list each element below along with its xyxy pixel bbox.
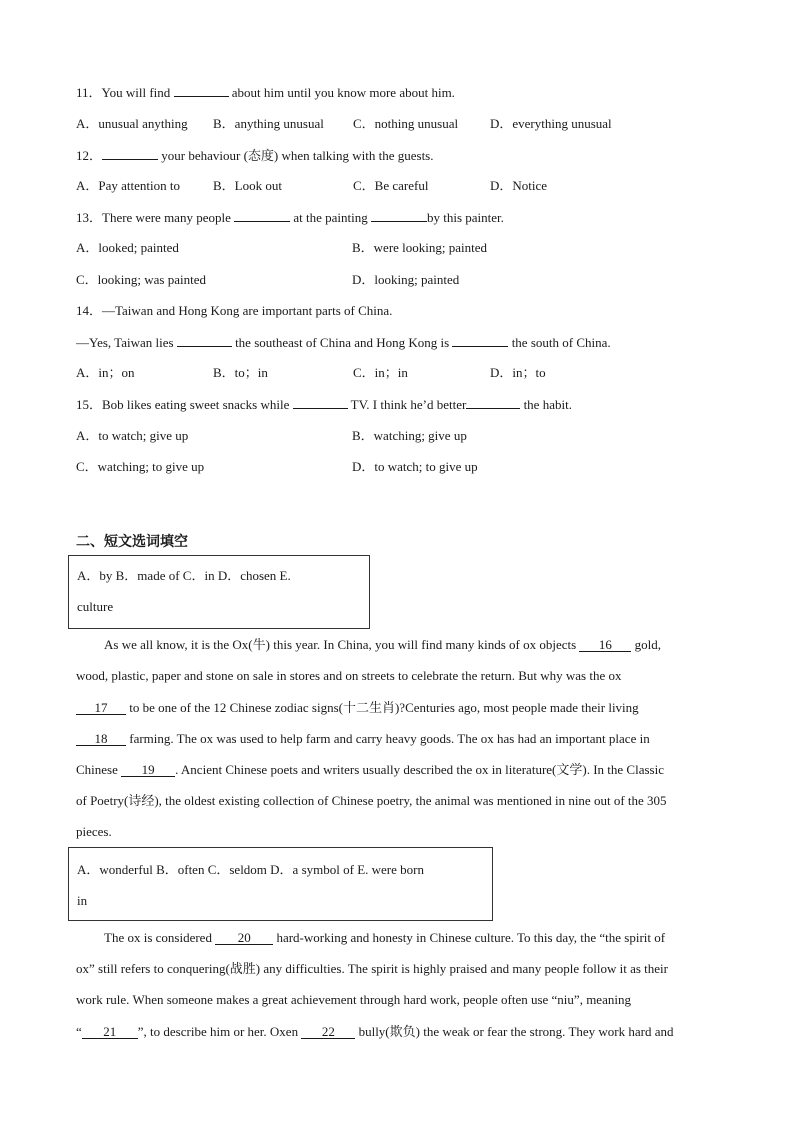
q14-stem-text-b: the southeast of China and Hong Kong is: [231, 335, 453, 350]
q15-stem-text-b: TV. I think he’d better: [347, 397, 467, 412]
passage-text: As we all know, it is the Ox(牛) this year. In China, you will find many kinds of ox objects: [104, 637, 580, 652]
word-bank-1-line1: A．by B．made of C．in D．chosen E.: [77, 568, 291, 583]
q14-option-d[interactable]: D．in；to: [490, 365, 546, 380]
answer-blank[interactable]: [452, 334, 508, 347]
passage-text: ”, to describe him or her. Oxen: [137, 1024, 302, 1039]
section-title: 二、短文选词填空: [76, 534, 188, 550]
q14-option-a[interactable]: A．in；on: [76, 365, 135, 380]
passage-2-line3: work rule. When someone makes a great achievement through hard work, people often use “niu”, meaning: [76, 992, 631, 1007]
q13-stem-text-c: by this painter.: [426, 210, 504, 225]
numbered-blank-16[interactable]: 16: [579, 638, 631, 652]
word-bank-2-line1: A．wonderful B．often C．seldom D．a symbol of E. were born: [77, 862, 424, 877]
numbered-blank-21[interactable]: 21: [82, 1025, 138, 1039]
question-14-stem-line1: 14．—Taiwan and Hong Kong are important parts of China.: [76, 303, 393, 318]
question-11-stem: [76, 84, 455, 101]
q13-option-c[interactable]: C．looking; was painted: [76, 272, 206, 287]
passage-text: gold,: [631, 637, 662, 652]
answer-blank[interactable]: [234, 209, 290, 222]
q14-stem-text-a: —Yes, Taiwan lies: [76, 335, 177, 350]
q13-stem-text-a: 13．There were many people: [76, 210, 235, 225]
q11-option-b[interactable]: B．anything unusual: [213, 116, 324, 131]
passage-text: to be one of the 12 Chinese zodiac signs(十二生肖)?Centuries ago, most people made their living: [126, 700, 639, 715]
numbered-blank-22[interactable]: 22: [301, 1025, 355, 1039]
answer-blank[interactable]: [177, 334, 232, 347]
passage-1-line4: [76, 731, 650, 747]
q13-option-b[interactable]: B．were looking; painted: [352, 240, 488, 255]
q12-option-d[interactable]: D．Notice: [490, 178, 548, 193]
passage-1-line2: wood, plastic, paper and stone on sale in stores and on streets to celebrate the return. But why was the ox: [76, 668, 622, 683]
q12-option-b[interactable]: B．Look out: [213, 178, 282, 193]
q11-option-a[interactable]: A．unusual anything: [76, 116, 188, 131]
passage-text: bully(欺负) the weak or fear the strong. They work hard and: [355, 1024, 674, 1039]
q13-option-d[interactable]: D．looking; painted: [352, 272, 460, 287]
q14-option-b[interactable]: B．to；in: [213, 365, 268, 380]
word-bank-2-line2: in: [77, 893, 88, 908]
passage-1-line7: pieces.: [76, 824, 112, 839]
q15-stem-text-a: 15．Bob likes eating sweet snacks while: [76, 397, 293, 412]
question-15-stem: [76, 396, 572, 413]
word-bank-1-line2: culture: [77, 599, 114, 614]
q15-option-d[interactable]: D．to watch; to give up: [352, 459, 478, 474]
passage-text: “: [76, 1024, 82, 1039]
numbered-blank-17[interactable]: 17: [76, 701, 126, 715]
passage-text: hard-working and honesty in Chinese culture. To this day, the “the spirit of: [273, 930, 666, 945]
passage-2-line4: [76, 1024, 674, 1040]
q11-stem-text-b: about him until you know more about him.: [228, 85, 455, 100]
q12-option-a[interactable]: A．Pay attention to: [76, 178, 180, 193]
q14-option-c[interactable]: C．in；in: [353, 365, 408, 380]
question-14-stem-line2: [76, 334, 611, 351]
q12-stem-text-b: your behaviour (态度) when talking with the guests.: [158, 148, 434, 163]
q15-option-a[interactable]: A．to watch; give up: [76, 428, 189, 443]
passage-text: Chinese: [76, 762, 122, 777]
passage-1-line6: of Poetry(诗经), the oldest existing collection of Chinese poetry, the animal was mentioned in nine out of the 305: [76, 793, 667, 808]
answer-blank[interactable]: [466, 396, 520, 409]
q13-stem-text-b: at the painting: [290, 210, 371, 225]
q15-option-c[interactable]: C．watching; to give up: [76, 459, 205, 474]
passage-1-line1: [104, 637, 661, 653]
question-13-stem: [76, 209, 504, 226]
passage-text: The ox is considered: [104, 930, 216, 945]
answer-blank[interactable]: [102, 147, 158, 160]
answer-blank[interactable]: [371, 209, 427, 222]
passage-1-line3: [76, 700, 639, 716]
q14-stem-text-c: the south of China.: [508, 335, 611, 350]
answer-blank[interactable]: [293, 396, 348, 409]
q15-stem-text-c: the habit.: [520, 397, 572, 412]
numbered-blank-20[interactable]: 20: [215, 931, 273, 945]
numbered-blank-19[interactable]: 19: [121, 763, 175, 777]
question-12-stem: [76, 147, 434, 164]
answer-blank[interactable]: [174, 84, 229, 97]
passage-text: . Ancient Chinese poets and writers usually described the ox in literature(文学). In the Classic: [175, 762, 664, 777]
passage-2-line1: [104, 930, 665, 946]
word-bank-box-1: [68, 555, 370, 629]
q11-option-d[interactable]: D．everything unusual: [490, 116, 612, 131]
word-bank-box-2: [68, 847, 493, 921]
passage-1-line5: [76, 762, 664, 778]
q15-option-b[interactable]: B．watching; give up: [352, 428, 467, 443]
q13-option-a[interactable]: A．looked; painted: [76, 240, 179, 255]
numbered-blank-18[interactable]: 18: [76, 732, 126, 746]
q11-option-c[interactable]: C．nothing unusual: [353, 116, 459, 131]
q12-stem-text-a: 12．: [76, 148, 103, 163]
passage-text: farming. The ox was used to help farm and carry heavy goods. The ox has had an important place in: [126, 731, 650, 746]
q12-option-c[interactable]: C．Be careful: [353, 178, 429, 193]
passage-2-line2: ox” still refers to conquering(战胜) any difficulties. The spirit is highly praised and many people follow it as their: [76, 961, 668, 976]
q11-stem-text-a: 11．You will find: [76, 85, 174, 100]
